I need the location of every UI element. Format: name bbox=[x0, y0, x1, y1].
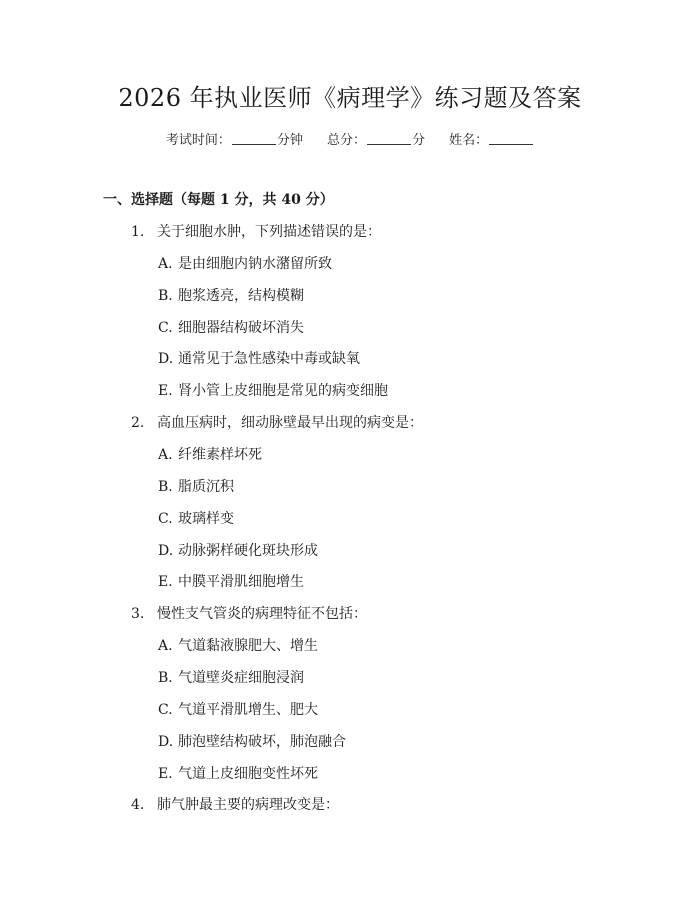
question-text: 高血压病时，细动脉壁最早出现的病变是： bbox=[157, 415, 423, 431]
option-letter: A. bbox=[158, 447, 173, 463]
page-title: 2026 年执业医师《病理学》练习题及答案 bbox=[118, 84, 582, 112]
option-letter: C. bbox=[158, 511, 173, 527]
option-letter: D. bbox=[158, 543, 174, 559]
option-2c bbox=[158, 509, 234, 529]
option-text: 细胞器结构破坏消失 bbox=[178, 320, 304, 336]
question-4 bbox=[131, 795, 339, 815]
option-text: 肾小管上皮细胞是常见的病变细胞 bbox=[178, 383, 388, 399]
name-blank[interactable] bbox=[489, 130, 533, 145]
option-text: 肺泡壁结构破坏，肺泡融合 bbox=[178, 734, 346, 750]
option-letter: B. bbox=[158, 288, 173, 304]
option-1a bbox=[158, 254, 332, 274]
option-text: 通常见于急性感染中毒或缺氧 bbox=[178, 351, 360, 367]
total-score-field bbox=[327, 130, 425, 151]
option-1b bbox=[158, 286, 304, 306]
option-letter: D. bbox=[158, 734, 174, 750]
option-letter: C. bbox=[158, 320, 173, 336]
question-text: 慢性支气管炎的病理特征不包括： bbox=[157, 606, 367, 622]
question-3 bbox=[131, 604, 367, 624]
exam-time-unit: 分钟 bbox=[276, 133, 303, 148]
option-3c bbox=[158, 700, 318, 720]
exam-time-blank[interactable] bbox=[232, 130, 276, 145]
question-number: 1. bbox=[131, 224, 145, 240]
option-letter: A. bbox=[158, 256, 173, 272]
option-letter: E. bbox=[158, 766, 173, 782]
option-letter: B. bbox=[158, 479, 173, 495]
total-score-blank[interactable] bbox=[367, 130, 411, 145]
option-2e bbox=[158, 572, 304, 592]
option-3a bbox=[158, 636, 318, 656]
option-3e bbox=[158, 764, 318, 784]
option-text: 气道上皮细胞变性坏死 bbox=[178, 766, 318, 782]
option-letter: B. bbox=[158, 670, 173, 686]
option-2b bbox=[158, 477, 234, 497]
option-1d bbox=[158, 349, 360, 369]
section-heading: 一、选择题（每题 1 分，共 40 分） bbox=[103, 192, 334, 208]
option-text: 玻璃样变 bbox=[178, 511, 234, 527]
question-1 bbox=[131, 222, 381, 242]
total-score-unit: 分 bbox=[412, 133, 426, 148]
option-letter: A. bbox=[158, 638, 173, 654]
option-1c bbox=[158, 318, 304, 338]
option-2a bbox=[158, 445, 262, 465]
question-number: 4. bbox=[131, 797, 145, 813]
question-number: 2. bbox=[131, 415, 145, 431]
exam-info-line bbox=[0, 130, 700, 151]
option-text: 气道壁炎症细胞浸润 bbox=[178, 670, 304, 686]
option-letter: E. bbox=[158, 574, 173, 590]
option-2d bbox=[158, 541, 318, 561]
option-text: 动脉粥样硬化斑块形成 bbox=[178, 543, 318, 559]
total-score-label: 总分： bbox=[326, 133, 366, 148]
option-letter: D. bbox=[158, 351, 174, 367]
option-1e bbox=[158, 381, 388, 401]
option-text: 气道黏液腺肥大、增生 bbox=[178, 638, 318, 654]
option-text: 气道平滑肌增生、肥大 bbox=[178, 702, 318, 718]
option-text: 中膜平滑肌细胞增生 bbox=[178, 574, 304, 590]
option-text: 胞浆透亮，结构模糊 bbox=[178, 288, 304, 304]
name-field bbox=[449, 130, 534, 151]
question-2 bbox=[131, 413, 423, 433]
exam-time-label: 考试时间： bbox=[165, 133, 231, 148]
option-3d bbox=[158, 732, 346, 752]
option-letter: E. bbox=[158, 383, 173, 399]
option-text: 脂质沉积 bbox=[178, 479, 234, 495]
option-letter: C. bbox=[158, 702, 173, 718]
question-number: 3. bbox=[131, 606, 145, 622]
option-3b bbox=[158, 668, 304, 688]
question-text: 肺气肿最主要的病理改变是： bbox=[157, 797, 339, 813]
exam-time-field bbox=[166, 130, 303, 151]
name-label: 姓名： bbox=[449, 133, 489, 148]
option-text: 纤维素样坏死 bbox=[178, 447, 262, 463]
question-text: 关于细胞水肿，下列描述错误的是： bbox=[157, 224, 381, 240]
option-text: 是由细胞内钠水潴留所致 bbox=[178, 256, 332, 272]
